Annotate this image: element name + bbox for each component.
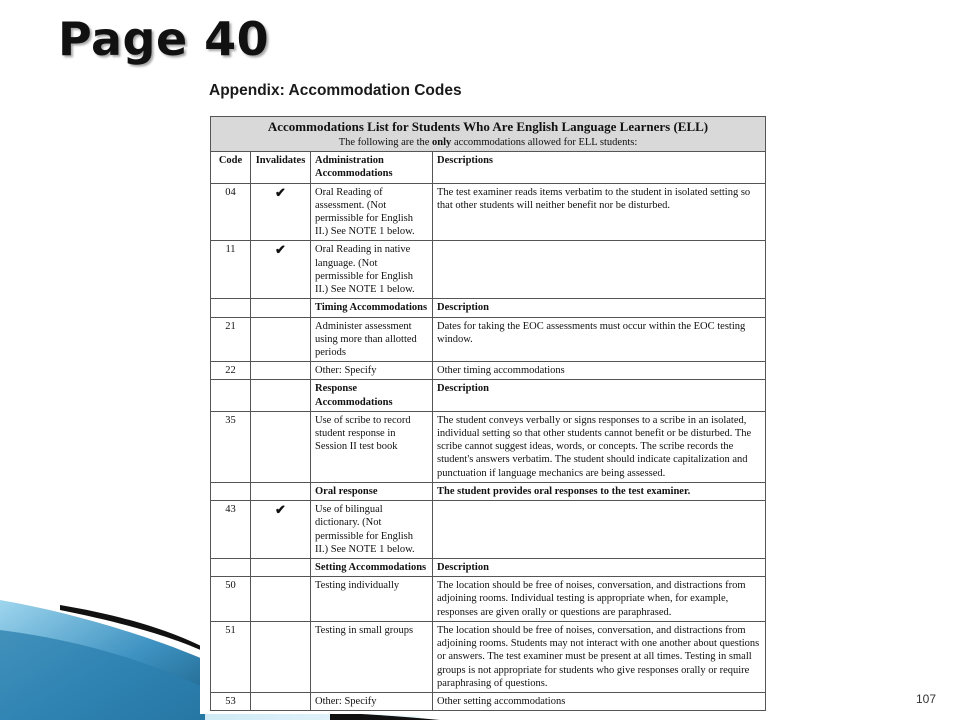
- row-description: The student conveys verbally or signs responses to a scribe in an isolated, individual setting so that other students cannot benefit or be disturbed. The scribe cannot suggest ideas, words, or concepts. The scribe records the student's answers verbatim. The student should indicate capitalization and punctuation if language mechanics are being assessed.: [433, 411, 766, 482]
- check-icon: ✔: [251, 501, 311, 559]
- row-invalidates: [251, 317, 311, 362]
- table-row: [211, 362, 766, 380]
- document-heading: Appendix: Accommodation Codes: [209, 82, 462, 99]
- table-row: [211, 183, 766, 241]
- header-descriptions: Descriptions: [433, 152, 766, 183]
- row-description: [433, 501, 766, 559]
- row-accommodation: Administer assessment using more than allotted periods: [311, 317, 433, 362]
- row-code: 21: [211, 317, 251, 362]
- section-header-row: [211, 559, 766, 577]
- row-accommodation: Other: Specify: [311, 692, 433, 710]
- row-accommodation: Testing individually: [311, 577, 433, 622]
- section-description-header: The student provides oral responses to the test examiner.: [433, 482, 766, 500]
- section-header-row: [211, 482, 766, 500]
- table-row: [211, 577, 766, 622]
- header-invalidates: Invalidates: [251, 152, 311, 183]
- section-header-row: [211, 380, 766, 411]
- row-code: 43: [211, 501, 251, 559]
- table-row: [211, 411, 766, 482]
- row-description: The location should be free of noises, conversation, and distractions from adjoining rooms. Students may not interact with one another about questions or answers. The test examiner must be present at all times. Testing in small groups is not appropriate for students who give responses orally or require paraphrasing of questions.: [433, 621, 766, 692]
- row-code: 51: [211, 621, 251, 692]
- row-invalidates: [251, 621, 311, 692]
- header-admin-accommodations: Administration Accommodations: [311, 152, 433, 183]
- row-code: 53: [211, 692, 251, 710]
- header-code: Code: [211, 152, 251, 183]
- row-code: 50: [211, 577, 251, 622]
- section-description-header: Description: [433, 380, 766, 411]
- page-number: 107: [916, 692, 937, 706]
- table-banner: [211, 117, 766, 152]
- check-icon: ✔: [251, 183, 311, 241]
- section-description-header: Description: [433, 559, 766, 577]
- table-header-row: [211, 152, 766, 183]
- row-description: The location should be free of noises, conversation, and distractions from adjoining rooms. Individual testing is appropriate when, for example, responses are given orally or questions are paraphrased.: [433, 577, 766, 622]
- row-description: [433, 241, 766, 299]
- slide-title: Page 40: [58, 12, 270, 66]
- row-invalidates: [251, 577, 311, 622]
- row-description: Other timing accommodations: [433, 362, 766, 380]
- row-invalidates: [251, 411, 311, 482]
- row-description: The test examiner reads items verbatim to the student in isolated setting so that other students will neither benefit nor be disturbed.: [433, 183, 766, 241]
- row-accommodation: Oral Reading of assessment. (Not permissible for English II.) See NOTE 1 below.: [311, 183, 433, 241]
- row-description: Other setting accommodations: [433, 692, 766, 710]
- row-accommodation: Testing in small groups: [311, 621, 433, 692]
- check-icon: ✔: [251, 241, 311, 299]
- row-code: 04: [211, 183, 251, 241]
- table-subtitle: The following are the only accommodations allowed for ELL students:: [338, 136, 638, 148]
- table-title: Accommodations List for Students Who Are English Language Learners (ELL): [267, 119, 709, 134]
- row-code: 22: [211, 362, 251, 380]
- table-row: [211, 621, 766, 692]
- table-row: [211, 241, 766, 299]
- section-header-row: [211, 299, 766, 317]
- section-title: Timing Accommodations: [311, 299, 433, 317]
- table-row: [211, 317, 766, 362]
- row-accommodation: Use of scribe to record student response in Session II test book: [311, 411, 433, 482]
- table-row: [211, 692, 766, 710]
- row-code: 11: [211, 241, 251, 299]
- row-invalidates: [251, 692, 311, 710]
- section-title: Oral response: [311, 482, 433, 500]
- row-code: 35: [211, 411, 251, 482]
- section-title: Response Accommodations: [311, 380, 433, 411]
- row-accommodation: Oral Reading in native language. (Not permissible for English II.) See NOTE 1 below.: [311, 241, 433, 299]
- document-scan: [200, 76, 775, 714]
- row-accommodation: Use of bilingual dictionary. (Not permissible for English II.) See NOTE 1 below.: [311, 501, 433, 559]
- row-invalidates: [251, 362, 311, 380]
- table-row: [211, 501, 766, 559]
- row-description: Dates for taking the EOC assessments must occur within the EOC testing window.: [433, 317, 766, 362]
- section-title: Setting Accommodations: [311, 559, 433, 577]
- row-accommodation: Other: Specify: [311, 362, 433, 380]
- section-description-header: Description: [433, 299, 766, 317]
- accommodation-codes-table: [210, 116, 766, 711]
